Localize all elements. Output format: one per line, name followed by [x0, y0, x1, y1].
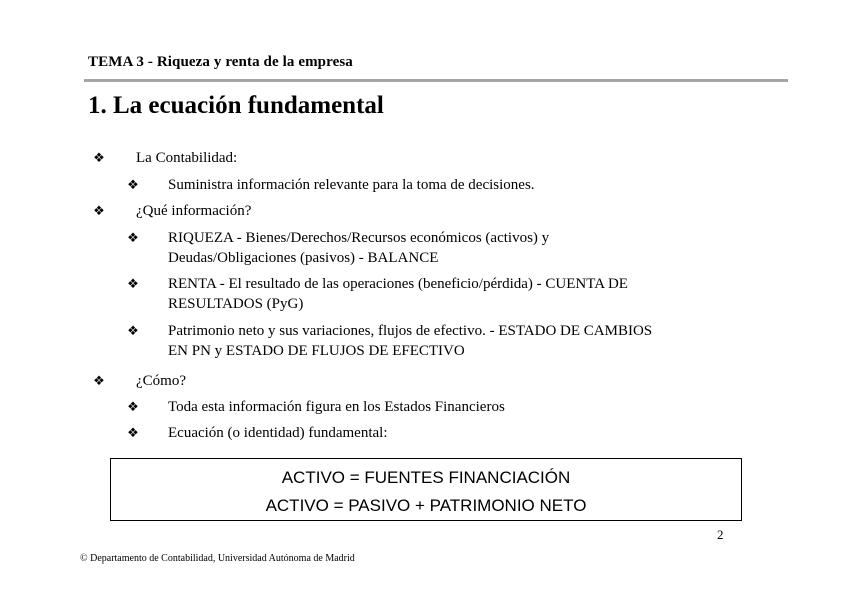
bullet-text-line2: Deudas/Obligaciones (pasivos) - BALANCE [168, 250, 439, 266]
header-title: TEMA 3 - Riqueza y renta de la empresa [88, 54, 353, 70]
bullet-text-line1: Patrimonio neto y sus variaciones, flujos de efectivo. - ESTADO DE CAMBIOS [168, 323, 653, 339]
diamond-bullet-icon: ❖ [127, 400, 139, 415]
bullet-text-line2: EN PN y ESTADO DE FLUJOS DE EFECTIVO [168, 343, 465, 359]
diamond-bullet-icon: ❖ [127, 231, 139, 246]
page-number: 2 [717, 527, 724, 542]
bullet-text: La Contabilidad: [136, 150, 238, 166]
bullet-text: ¿Cómo? [136, 373, 186, 389]
bullet-text: Ecuación (o identidad) fundamental: [168, 425, 388, 441]
diamond-bullet-icon: ❖ [93, 204, 105, 219]
diamond-bullet-icon: ❖ [127, 324, 139, 339]
diamond-bullet-icon: ❖ [93, 151, 105, 166]
diamond-bullet-icon: ❖ [127, 277, 139, 292]
diamond-bullet-icon: ❖ [93, 374, 105, 389]
bullet-text: ¿Qué información? [136, 203, 252, 219]
slide-title: 1. La ecuación fundamental [88, 92, 384, 119]
equation-line-2: ACTIVO = PASIVO + PATRIMONIO NETO [265, 496, 587, 515]
diamond-bullet-icon: ❖ [127, 426, 139, 441]
header-divider [84, 79, 788, 82]
bullet-text: Toda esta información figura en los Estados Financieros [168, 399, 505, 415]
equation-line-1: ACTIVO = FUENTES FINANCIACIÓN [281, 468, 571, 487]
footer-copyright: © Departamento de Contabilidad, Universidad Autónoma de Madrid [80, 553, 355, 564]
diamond-bullet-icon: ❖ [127, 178, 139, 193]
bullet-text-line1: RENTA - El resultado de las operaciones (beneficio/pérdida) - CUENTA DE [168, 276, 628, 292]
bullet-text: Suministra información relevante para la toma de decisiones. [168, 177, 535, 193]
equation-box [110, 458, 742, 521]
bullet-text-line1: RIQUEZA - Bienes/Derechos/Recursos económicos (activos) y [168, 230, 550, 246]
bullet-text-line2: RESULTADOS (PyG) [168, 296, 304, 312]
